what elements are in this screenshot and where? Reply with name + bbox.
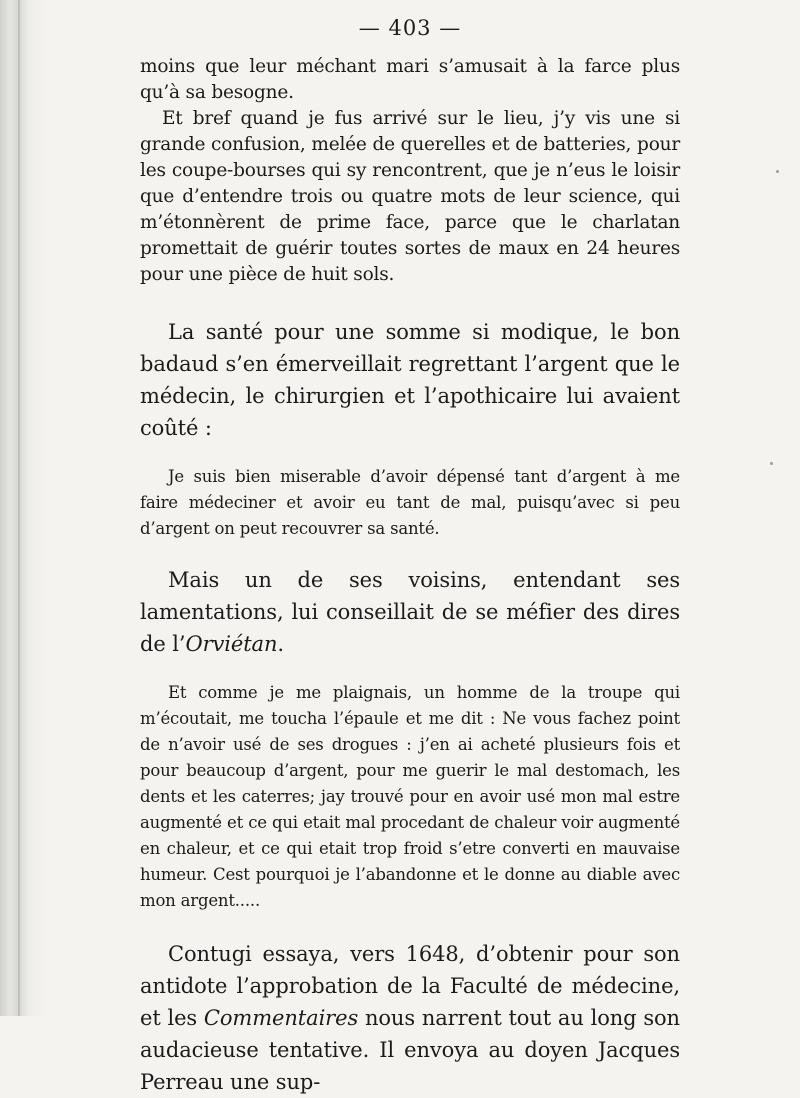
binding-gutter	[0, 0, 48, 1016]
orvietan-italic: Orviétan	[185, 632, 278, 656]
page-number: — 403 —	[358, 16, 462, 40]
paragraph-mais	[140, 564, 680, 660]
quote-dépensé: Je suis bien miserable d’avoir dépensé tant d’argent à me faire médeciner et avoir eu tant de mal, puisqu’avec si peu d’argent on peut recouvrer sa santé.	[140, 467, 680, 538]
paper-speck	[770, 462, 773, 465]
paragraph-mais-text: Mais un de ses voisins, entendant ses lamentations, lui conseillait de se méfier des dires de l’	[140, 568, 680, 656]
paragraph-contugi-text: Contugi essaya, vers 1648, d’obtenir pour son antidote l’approbation de la Faculté de médecine, et les	[140, 942, 680, 1030]
paragraph-sante: La santé pour une somme si modique, le bon badaud s’en émerveillait regrettant l’argent que le médecin, le chirurgien et l’apothicaire lui avaient coûté :	[140, 320, 680, 440]
paragraph-continuation: moins que leur méchant mari s’amusait à la farce plus qu’à sa besogne.	[140, 56, 680, 103]
commentaires-italic: Commentaires	[203, 1006, 359, 1030]
binding-fold	[18, 0, 20, 1016]
paper-speck	[776, 170, 779, 173]
paragraph-contugi	[140, 938, 680, 1098]
paragraph-bref: Et bref quand je fus arrivé sur le lieu, j’y vis une si grande confusion, melée de querelles et de batteries, pour les coupe-bourses qui sy rencontrent, que je n’eus le loisir que d’entendre trois ou quatre mots de leur science, qui m’étonnèrent de prime face, parce que le charlatan promettait de guérir toutes sortes de maux en 24 heures pour une pièce de huit sols.	[140, 108, 680, 285]
paragraph-mais-end: .	[277, 632, 284, 656]
book-page	[140, 14, 680, 1098]
paragraph-contugi-end: nous narrent tout au long son audacieuse tentative. Il envoya au doyen Jacques Perreau une sup-	[140, 1006, 680, 1094]
quote-troupe: Et comme je me plaignais, un homme de la troupe qui m’écoutait, me toucha l’épaule et me dit : Ne vous fachez point de n’avoir usé de ses drogues : j’en ai acheté plusieurs fois et pour beaucoup d’argent, pour me guerir le mal destomach, les dents et les caterres; jay trouvé pour en avoir usé mon mal estre augmenté et ce qui etait mal procedant de chaleur voir augmenté en chaleur, et ce qui etait trop froid s’etre converti en mauvaise humeur. Cest pourquoi je l’abandonne et le donne au diable avec mon argent.....	[140, 683, 680, 910]
